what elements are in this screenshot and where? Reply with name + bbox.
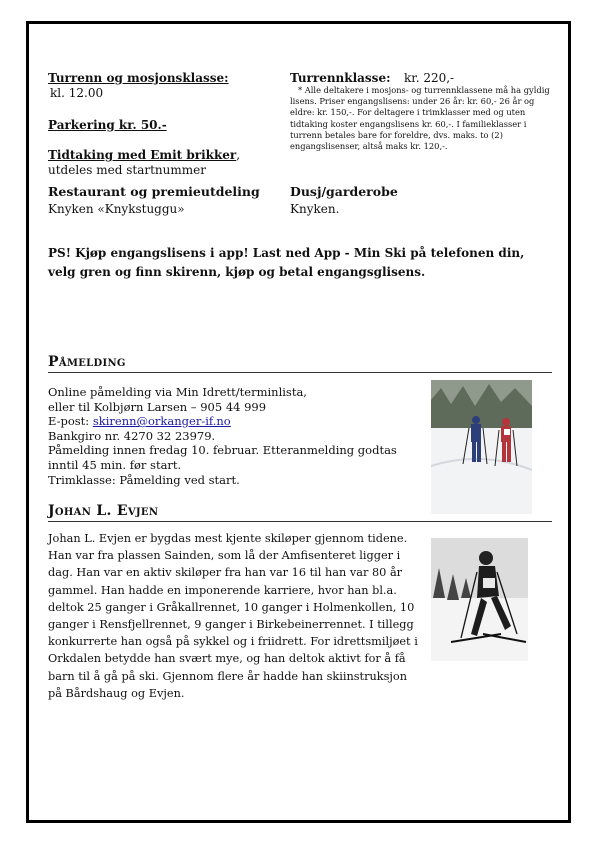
timing-text	[48, 148, 288, 178]
skiers-photo	[431, 380, 532, 514]
license-note: * Alle deltakere i mosjons- og turrennklassene må ha gyldig lisens. Priser engangslisens: under 26 år: kr. 60,- 26 år og eldre: kr. 150,-. For deltagere i trimklasser med og uten tidtaking koster engangslisens kr. 60,-. I familieklasser i turrenn betales bare for foreldre, dvs. maks. to (2) engangslisenser, altså maks kr. 120,-.	[290, 85, 550, 152]
evjen-rule	[48, 521, 552, 522]
turrenn-class-price: kr. 220,-	[404, 71, 455, 85]
timing-underlined: Tidtaking med Emit brikker	[48, 148, 237, 162]
email-label: E-post:	[48, 414, 93, 429]
ps-note: PS! Kjøp engangslisens i app! Last ned App - Min Ski på telefonen din, velg gren og finn skirenn, kjøp og betal engangsglisens.	[48, 246, 525, 279]
email-link[interactable]: skirenn@orkanger-if.no	[92, 414, 231, 429]
parking-label: Parkering kr. 50.-	[48, 118, 167, 132]
deadline-line: Påmelding innen fredag 10. februar. Etteranmelding godtas inntil 45 min. før start.	[48, 443, 397, 472]
pamelding-heading: Påmelding	[48, 354, 126, 370]
trim-line: Trimklasse: Påmelding ved start.	[48, 472, 240, 487]
bank-line: Bankgiro nr. 4270 32 23979.	[48, 428, 216, 443]
turrenn-title: Turrenn og mosjonsklasse:	[48, 71, 229, 85]
pamelding-line1: Online påmelding via Min Idrett/terminlista,	[48, 385, 307, 399]
evjen-photo	[431, 538, 528, 661]
dusj-title: Dusj/garderobe	[290, 184, 398, 199]
pamelding-line2: eller til Kolbjørn Larsen – 905 44 999	[48, 399, 267, 414]
start-time: kl. 12.00	[50, 86, 104, 100]
restaurant-title: Restaurant og premieutdeling	[48, 184, 260, 199]
email-line	[48, 414, 423, 429]
evjen-heading: Johan L. Evjen	[48, 503, 159, 519]
timing-rest: , utdeles med startnummer	[48, 148, 241, 177]
dusj-place: Knyken.	[290, 202, 340, 216]
pamelding-rule	[48, 372, 552, 373]
pamelding-body	[48, 385, 423, 487]
turrenn-class-label: Turrennklasse:	[290, 71, 391, 85]
evjen-text: Johan L. Evjen er bygdas mest kjente skiløper gjennom tidene. Han var fra plassen Sainden, som lå der Amfisenteret ligger i dag. Han var en aktiv skiløper fra han var 16 til han var 80 år gammel. Han hadde en imponerende karriere, hvor han bl.a. deltok 25 ganger i Gråkallrennet, 10 ganger i Holmenkollen, 10 ganger i Rensfjellrennet, 9 ganger i Birkebeinerrennet. I tillegg konkurrerte han også på sykkel og i friidrett. For idrettsmiljøet i Orkdalen betydde han svært mye, og han deltok aktivt for å få barn til å gå på ski. Gjennom flere år hadde han skiinstruksjon på Bårdshaug og Evjen.	[48, 532, 418, 700]
restaurant-place: Knyken «Knykstuggu»	[48, 202, 185, 216]
